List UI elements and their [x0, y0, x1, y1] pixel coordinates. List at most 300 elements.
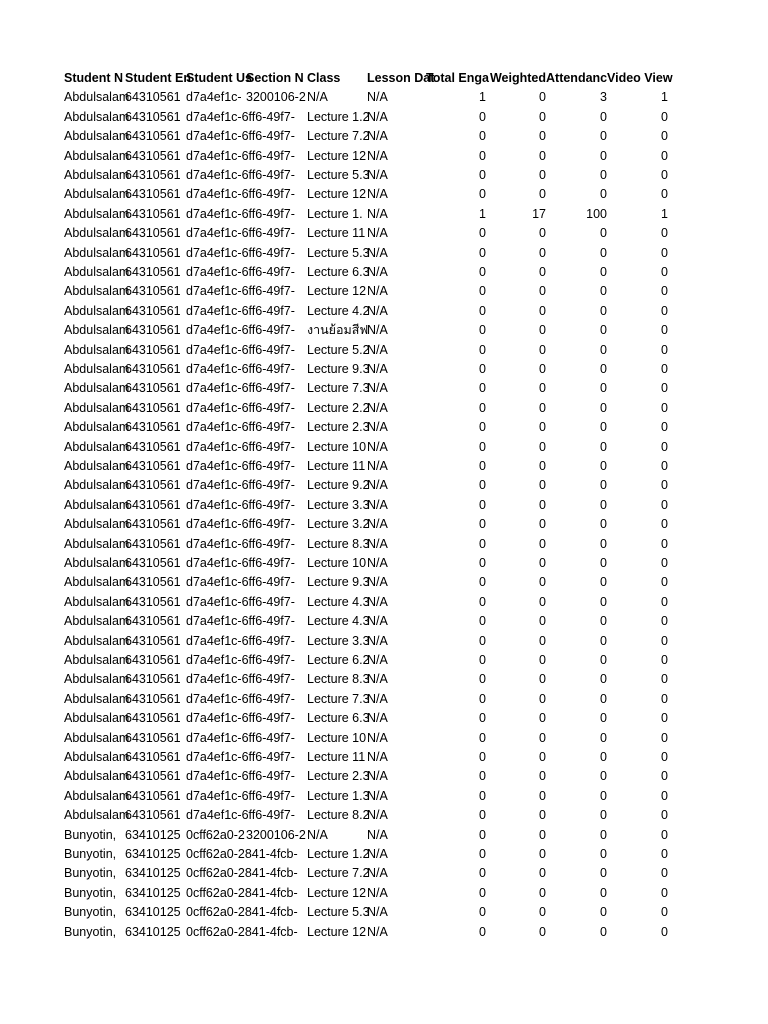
cell-video-views[interactable]: 0 — [661, 827, 668, 842]
cell-student-name[interactable]: Abdulsalam — [64, 556, 130, 570]
cell-student-id[interactable]: 63410125 — [125, 885, 181, 900]
cell-class[interactable]: Lecture 11 — [307, 750, 366, 764]
cell-weighted[interactable]: 0 — [539, 497, 546, 512]
cell-total-engagement[interactable]: 0 — [479, 866, 486, 881]
cell-section-number[interactable] — [246, 845, 306, 864]
cell-lesson-date[interactable]: N/A — [367, 420, 388, 435]
cell-lesson-date[interactable]: N/A — [367, 614, 388, 629]
cell-section-number[interactable] — [246, 108, 306, 127]
cell-student-id[interactable]: 64310561 — [125, 206, 181, 221]
cell-video-views[interactable]: 0 — [661, 323, 668, 338]
cell-student-id[interactable]: 64310561 — [125, 517, 181, 532]
cell-student-user-id[interactable]: d7a4ef1c-6ff6-49f7- — [186, 691, 295, 706]
cell-student-name[interactable]: Abdulsalam — [64, 750, 130, 764]
cell-lesson-date[interactable]: N/A — [367, 808, 388, 823]
cell-lesson-date[interactable]: N/A — [367, 245, 388, 260]
cell-video-views[interactable]: 0 — [661, 885, 668, 900]
cell-class[interactable]: Lecture 9.2 — [307, 478, 370, 493]
cell-weighted[interactable]: 0 — [539, 284, 546, 299]
cell-class[interactable]: N/A — [307, 90, 328, 105]
cell-total-engagement[interactable]: 0 — [479, 381, 486, 396]
cell-attendance[interactable]: 0 — [600, 788, 607, 803]
cell-lesson-date[interactable]: N/A — [367, 885, 388, 900]
cell-class[interactable]: Lecture 12 — [307, 924, 367, 939]
cell-student-user-id[interactable]: 0cff62a0-2841-4fcb- — [186, 866, 298, 881]
cell-video-views[interactable]: 0 — [661, 168, 668, 182]
cell-weighted[interactable]: 0 — [539, 827, 546, 842]
cell-weighted[interactable]: 0 — [539, 769, 546, 784]
cell-attendance[interactable]: 0 — [600, 265, 607, 279]
cell-attendance[interactable]: 0 — [600, 459, 607, 473]
cell-student-id[interactable]: 63410125 — [125, 847, 181, 861]
cell-student-user-id[interactable]: d7a4ef1c-6ff6-49f7- — [186, 362, 295, 376]
cell-student-id[interactable]: 64310561 — [125, 303, 181, 318]
header-weighted[interactable]: Weighted — [489, 71, 546, 85]
cell-weighted[interactable]: 0 — [539, 885, 546, 900]
cell-lesson-date[interactable]: N/A — [367, 129, 388, 144]
cell-student-name[interactable]: Abdulsalam — [64, 439, 130, 454]
cell-student-id[interactable]: 63410125 — [125, 866, 181, 881]
cell-student-user-id[interactable]: d7a4ef1c-6ff6-49f7- — [186, 148, 295, 163]
cell-class[interactable]: Lecture 8.3 — [307, 672, 370, 687]
cell-student-id[interactable]: 64310561 — [125, 575, 181, 590]
cell-total-engagement[interactable]: 0 — [479, 924, 486, 939]
cell-weighted[interactable]: 0 — [539, 168, 546, 182]
cell-lesson-date[interactable]: N/A — [367, 478, 388, 493]
cell-weighted[interactable]: 0 — [539, 439, 546, 454]
cell-student-name[interactable]: Abdulsalam — [64, 323, 130, 338]
cell-section-number[interactable] — [246, 593, 306, 612]
cell-lesson-date[interactable]: N/A — [367, 342, 388, 357]
cell-student-user-id[interactable]: 0cff62a0-2841-4fcb- — [186, 885, 298, 900]
cell-attendance[interactable]: 0 — [600, 303, 607, 318]
cell-student-name[interactable]: Abdulsalam — [64, 284, 130, 299]
cell-student-id[interactable]: 64310561 — [125, 342, 181, 357]
cell-video-views[interactable]: 0 — [661, 633, 668, 648]
cell-class[interactable]: Lecture 3.3 — [307, 633, 370, 648]
cell-class[interactable]: Lecture 1.2 — [307, 109, 370, 124]
cell-attendance[interactable]: 0 — [600, 672, 607, 687]
cell-lesson-date[interactable]: N/A — [367, 594, 388, 609]
cell-total-engagement[interactable]: 0 — [479, 711, 486, 726]
cell-student-id[interactable]: 64310561 — [125, 653, 181, 667]
cell-student-user-id[interactable]: d7a4ef1c-6ff6-49f7- — [186, 303, 295, 318]
cell-total-engagement[interactable]: 0 — [479, 653, 486, 667]
cell-lesson-date[interactable]: N/A — [367, 148, 388, 163]
cell-weighted[interactable]: 0 — [539, 90, 546, 105]
cell-student-name[interactable]: Abdulsalam — [64, 594, 130, 609]
cell-class[interactable]: Lecture 10 — [307, 439, 367, 454]
cell-student-user-id[interactable]: d7a4ef1c-6ff6-49f7- — [186, 420, 295, 435]
header-section-number[interactable]: Section N — [246, 71, 304, 85]
cell-weighted[interactable]: 0 — [539, 381, 546, 396]
cell-lesson-date[interactable]: N/A — [367, 400, 388, 415]
cell-attendance[interactable]: 0 — [600, 847, 607, 861]
cell-student-name[interactable]: Bunyotin, — [64, 827, 117, 842]
cell-attendance[interactable]: 0 — [600, 711, 607, 726]
cell-total-engagement[interactable]: 0 — [479, 517, 486, 532]
cell-student-user-id[interactable]: d7a4ef1c- — [186, 90, 242, 105]
cell-student-id[interactable]: 64310561 — [125, 265, 181, 279]
cell-weighted[interactable]: 0 — [539, 245, 546, 260]
header-attendance[interactable]: Attendanc — [546, 71, 608, 85]
cell-student-name[interactable]: Abdulsalam — [64, 129, 130, 144]
cell-student-user-id[interactable]: d7a4ef1c-6ff6-49f7- — [186, 594, 295, 609]
cell-lesson-date[interactable]: N/A — [367, 575, 388, 590]
cell-class[interactable]: Lecture 5.3 — [307, 245, 370, 260]
cell-total-engagement[interactable]: 0 — [479, 575, 486, 590]
cell-attendance[interactable]: 0 — [600, 284, 607, 299]
cell-attendance[interactable]: 0 — [600, 381, 607, 396]
cell-class[interactable]: Lecture 7.2 — [307, 129, 370, 144]
cell-student-id[interactable]: 64310561 — [125, 691, 181, 706]
cell-section-number[interactable] — [246, 806, 306, 825]
header-student-name[interactable]: Student N — [64, 71, 124, 85]
header-lesson-date[interactable]: Lesson Dat — [367, 71, 435, 85]
header-student-id[interactable]: Student En — [125, 71, 191, 85]
cell-total-engagement[interactable]: 0 — [479, 478, 486, 493]
cell-lesson-date[interactable]: N/A — [367, 556, 388, 570]
cell-student-id[interactable]: 64310561 — [125, 148, 181, 163]
cell-video-views[interactable]: 0 — [661, 187, 668, 202]
cell-class[interactable]: Lecture 4.3 — [307, 614, 370, 629]
header-class[interactable]: Class — [307, 71, 341, 85]
cell-total-engagement[interactable]: 0 — [479, 769, 486, 784]
cell-student-name[interactable]: Abdulsalam — [64, 711, 130, 726]
cell-section-number[interactable] — [246, 476, 306, 495]
cell-video-views[interactable]: 0 — [661, 342, 668, 357]
cell-total-engagement[interactable]: 0 — [479, 847, 486, 861]
cell-student-user-id[interactable]: d7a4ef1c-6ff6-49f7- — [186, 168, 295, 182]
cell-total-engagement[interactable]: 0 — [479, 129, 486, 144]
cell-attendance[interactable]: 0 — [600, 808, 607, 823]
cell-weighted[interactable]: 0 — [539, 633, 546, 648]
cell-student-name[interactable]: Abdulsalam — [64, 614, 130, 629]
cell-student-user-id[interactable]: d7a4ef1c-6ff6-49f7- — [186, 730, 295, 745]
cell-student-id[interactable]: 64310561 — [125, 420, 181, 435]
cell-total-engagement[interactable]: 0 — [479, 808, 486, 823]
cell-weighted[interactable]: 0 — [539, 303, 546, 318]
cell-lesson-date[interactable]: N/A — [367, 90, 388, 105]
cell-student-name[interactable]: Abdulsalam — [64, 459, 130, 473]
cell-student-user-id[interactable]: d7a4ef1c-6ff6-49f7- — [186, 653, 295, 667]
cell-weighted[interactable]: 0 — [539, 265, 546, 279]
cell-weighted[interactable]: 0 — [539, 730, 546, 745]
cell-section-number[interactable] — [246, 147, 306, 166]
cell-weighted[interactable]: 0 — [539, 575, 546, 590]
cell-class[interactable]: Lecture 11 — [307, 226, 366, 241]
cell-class[interactable]: Lecture 12 — [307, 284, 367, 299]
cell-section-number[interactable] — [246, 709, 306, 728]
cell-section-number[interactable] — [246, 864, 306, 883]
cell-video-views[interactable]: 1 — [661, 90, 668, 105]
cell-weighted[interactable]: 0 — [539, 517, 546, 532]
cell-section-number[interactable] — [246, 224, 306, 243]
cell-class[interactable]: Lecture 11 — [307, 459, 366, 473]
cell-class[interactable]: Lecture 4.2 — [307, 303, 370, 318]
cell-video-views[interactable]: 0 — [661, 924, 668, 939]
cell-weighted[interactable]: 0 — [539, 342, 546, 357]
cell-student-user-id[interactable]: d7a4ef1c-6ff6-49f7- — [186, 342, 295, 357]
cell-class[interactable]: N/A — [307, 827, 328, 842]
cell-weighted[interactable]: 0 — [539, 614, 546, 629]
cell-class[interactable]: Lecture 12 — [307, 148, 367, 163]
cell-student-user-id[interactable]: d7a4ef1c-6ff6-49f7- — [186, 206, 295, 221]
cell-video-views[interactable]: 0 — [661, 226, 668, 241]
cell-section-number[interactable] — [246, 670, 306, 689]
cell-student-user-id[interactable]: d7a4ef1c-6ff6-49f7- — [186, 129, 295, 144]
cell-total-engagement[interactable]: 0 — [479, 420, 486, 435]
cell-video-views[interactable]: 0 — [661, 517, 668, 532]
cell-class[interactable]: Lecture 2.3 — [307, 420, 370, 435]
cell-lesson-date[interactable]: N/A — [367, 439, 388, 454]
cell-student-user-id[interactable]: d7a4ef1c-6ff6-49f7- — [186, 769, 295, 784]
cell-weighted[interactable]: 0 — [539, 478, 546, 493]
cell-attendance[interactable]: 0 — [600, 478, 607, 493]
cell-weighted[interactable]: 0 — [539, 711, 546, 726]
cell-class[interactable]: Lecture 9.3 — [307, 362, 370, 376]
cell-student-name[interactable]: Abdulsalam — [64, 187, 130, 202]
cell-video-views[interactable]: 0 — [661, 614, 668, 629]
cell-student-id[interactable]: 63410125 — [125, 905, 181, 920]
cell-class[interactable]: Lecture 4.3 — [307, 594, 370, 609]
cell-total-engagement[interactable]: 0 — [479, 827, 486, 842]
cell-lesson-date[interactable]: N/A — [367, 847, 388, 861]
cell-attendance[interactable]: 0 — [600, 536, 607, 551]
cell-lesson-date[interactable]: N/A — [367, 323, 388, 338]
cell-student-id[interactable]: 64310561 — [125, 730, 181, 745]
cell-video-views[interactable]: 0 — [661, 905, 668, 920]
cell-video-views[interactable]: 0 — [661, 866, 668, 881]
cell-section-number[interactable] — [246, 321, 306, 340]
cell-video-views[interactable]: 0 — [661, 381, 668, 396]
cell-student-user-id[interactable]: d7a4ef1c-6ff6-49f7- — [186, 323, 295, 338]
cell-total-engagement[interactable]: 0 — [479, 187, 486, 202]
cell-attendance[interactable]: 0 — [600, 400, 607, 415]
cell-video-views[interactable]: 0 — [661, 847, 668, 861]
cell-section-number[interactable] — [246, 244, 306, 263]
cell-attendance[interactable]: 0 — [600, 245, 607, 260]
cell-video-views[interactable]: 0 — [661, 459, 668, 473]
cell-student-name[interactable]: Abdulsalam — [64, 575, 130, 590]
cell-lesson-date[interactable]: N/A — [367, 381, 388, 396]
cell-attendance[interactable]: 0 — [600, 614, 607, 629]
cell-student-user-id[interactable]: d7a4ef1c-6ff6-49f7- — [186, 633, 295, 648]
cell-student-id[interactable]: 64310561 — [125, 381, 181, 396]
cell-lesson-date[interactable]: N/A — [367, 536, 388, 551]
cell-class[interactable]: Lecture 7.3 — [307, 381, 370, 396]
cell-weighted[interactable]: 0 — [539, 226, 546, 241]
cell-weighted[interactable]: 0 — [539, 866, 546, 881]
cell-section-number[interactable] — [246, 787, 306, 806]
cell-attendance[interactable]: 0 — [600, 420, 607, 435]
cell-class[interactable]: Lecture 6.3 — [307, 711, 370, 726]
cell-student-id[interactable]: 64310561 — [125, 614, 181, 629]
cell-class[interactable]: Lecture 2.3 — [307, 769, 370, 784]
cell-student-name[interactable]: Bunyotin, — [64, 924, 117, 939]
cell-weighted[interactable]: 0 — [539, 129, 546, 144]
cell-attendance[interactable]: 0 — [600, 866, 607, 881]
cell-student-user-id[interactable]: 0cff62a0-2841-4fcb- — [186, 905, 298, 920]
cell-video-views[interactable]: 0 — [661, 245, 668, 260]
cell-student-id[interactable]: 64310561 — [125, 187, 181, 202]
cell-total-engagement[interactable]: 0 — [479, 633, 486, 648]
cell-class[interactable]: Lecture 1. — [307, 206, 363, 221]
cell-student-user-id[interactable]: d7a4ef1c-6ff6-49f7- — [186, 536, 295, 551]
cell-total-engagement[interactable]: 0 — [479, 885, 486, 900]
cell-section-number[interactable] — [246, 690, 306, 709]
cell-video-views[interactable]: 0 — [661, 653, 668, 667]
cell-video-views[interactable]: 0 — [661, 478, 668, 493]
cell-attendance[interactable]: 0 — [600, 109, 607, 124]
cell-student-name[interactable]: Abdulsalam — [64, 265, 130, 279]
cell-attendance[interactable]: 0 — [600, 439, 607, 454]
cell-lesson-date[interactable]: N/A — [367, 284, 388, 299]
cell-student-user-id[interactable]: d7a4ef1c-6ff6-49f7- — [186, 556, 295, 570]
cell-section-number[interactable] — [246, 282, 306, 301]
cell-section-number[interactable] — [246, 651, 306, 670]
cell-student-id[interactable]: 64310561 — [125, 439, 181, 454]
cell-total-engagement[interactable]: 0 — [479, 750, 486, 764]
cell-student-user-id[interactable]: d7a4ef1c-6ff6-49f7- — [186, 381, 295, 396]
cell-video-views[interactable]: 0 — [661, 788, 668, 803]
cell-student-id[interactable]: 64310561 — [125, 284, 181, 299]
cell-attendance[interactable]: 0 — [600, 653, 607, 667]
cell-attendance[interactable]: 0 — [600, 148, 607, 163]
cell-student-id[interactable]: 64310561 — [125, 497, 181, 512]
cell-attendance[interactable]: 0 — [600, 924, 607, 939]
cell-class[interactable]: Lecture 10 — [307, 730, 367, 745]
cell-student-id[interactable]: 64310561 — [125, 400, 181, 415]
cell-student-user-id[interactable]: d7a4ef1c-6ff6-49f7- — [186, 284, 295, 299]
cell-student-id[interactable]: 64310561 — [125, 750, 181, 764]
cell-weighted[interactable]: 17 — [532, 206, 546, 221]
cell-student-id[interactable]: 64310561 — [125, 168, 181, 182]
cell-student-name[interactable]: Bunyotin, — [64, 866, 117, 881]
cell-weighted[interactable]: 0 — [539, 808, 546, 823]
cell-video-views[interactable]: 0 — [661, 109, 668, 124]
cell-total-engagement[interactable]: 0 — [479, 614, 486, 629]
cell-student-user-id[interactable]: d7a4ef1c-6ff6-49f7- — [186, 808, 295, 823]
cell-total-engagement[interactable]: 0 — [479, 303, 486, 318]
cell-student-name[interactable]: Abdulsalam — [64, 400, 130, 415]
cell-student-name[interactable]: Abdulsalam — [64, 226, 130, 241]
cell-class[interactable]: Lecture 7.2 — [307, 866, 370, 881]
cell-student-name[interactable]: Abdulsalam — [64, 168, 130, 182]
cell-total-engagement[interactable]: 0 — [479, 556, 486, 570]
cell-class[interactable]: Lecture 3.3 — [307, 497, 370, 512]
cell-video-views[interactable]: 0 — [661, 400, 668, 415]
cell-video-views[interactable]: 0 — [661, 691, 668, 706]
cell-student-name[interactable]: Abdulsalam — [64, 381, 130, 396]
cell-video-views[interactable]: 0 — [661, 556, 668, 570]
cell-student-user-id[interactable]: d7a4ef1c-6ff6-49f7- — [186, 245, 295, 260]
cell-weighted[interactable]: 0 — [539, 672, 546, 687]
cell-lesson-date[interactable]: N/A — [367, 730, 388, 745]
cell-lesson-date[interactable]: N/A — [367, 788, 388, 803]
cell-student-user-id[interactable]: d7a4ef1c-6ff6-49f7- — [186, 187, 295, 202]
cell-lesson-date[interactable]: N/A — [367, 109, 388, 124]
cell-student-id[interactable]: 64310561 — [125, 594, 181, 609]
cell-attendance[interactable]: 0 — [600, 226, 607, 241]
cell-total-engagement[interactable]: 0 — [479, 148, 486, 163]
cell-student-name[interactable]: Abdulsalam — [64, 808, 130, 823]
cell-class[interactable]: Lecture 10 — [307, 556, 367, 570]
header-video-views[interactable]: Video View — [607, 71, 673, 85]
cell-total-engagement[interactable]: 0 — [479, 265, 486, 279]
cell-student-user-id[interactable]: d7a4ef1c-6ff6-49f7- — [186, 672, 295, 687]
cell-total-engagement[interactable]: 0 — [479, 439, 486, 454]
cell-attendance[interactable]: 0 — [600, 168, 607, 182]
cell-class[interactable]: Lecture 6.2 — [307, 653, 370, 667]
cell-student-name[interactable]: Abdulsalam — [64, 497, 130, 512]
cell-video-views[interactable]: 0 — [661, 497, 668, 512]
cell-lesson-date[interactable]: N/A — [367, 653, 388, 667]
cell-attendance[interactable]: 0 — [600, 556, 607, 570]
cell-section-number[interactable] — [246, 127, 306, 146]
cell-attendance[interactable]: 0 — [600, 730, 607, 745]
cell-total-engagement[interactable]: 0 — [479, 400, 486, 415]
cell-total-engagement[interactable]: 0 — [479, 245, 486, 260]
cell-student-user-id[interactable]: d7a4ef1c-6ff6-49f7- — [186, 109, 295, 124]
cell-student-id[interactable]: 64310561 — [125, 226, 181, 241]
cell-video-views[interactable]: 0 — [661, 284, 668, 299]
cell-total-engagement[interactable]: 0 — [479, 362, 486, 376]
cell-student-user-id[interactable]: d7a4ef1c-6ff6-49f7- — [186, 750, 295, 764]
cell-total-engagement[interactable]: 0 — [479, 730, 486, 745]
cell-video-views[interactable]: 0 — [661, 148, 668, 163]
header-student-user-id[interactable]: Student Us — [186, 71, 252, 85]
cell-section-number[interactable] — [246, 399, 306, 418]
cell-class[interactable]: Lecture 5.3 — [307, 168, 370, 182]
cell-total-engagement[interactable]: 0 — [479, 536, 486, 551]
cell-class[interactable]: Lecture 7.3 — [307, 691, 370, 706]
cell-class[interactable]: Lecture 5.3 — [307, 905, 370, 920]
cell-student-user-id[interactable]: 0cff62a0-2841-4fcb- — [186, 924, 298, 939]
cell-total-engagement[interactable]: 0 — [479, 284, 486, 299]
cell-class[interactable]: Lecture 9.3 — [307, 575, 370, 590]
cell-section-number[interactable] — [246, 185, 306, 204]
cell-section-number[interactable] — [246, 302, 306, 321]
cell-lesson-date[interactable]: N/A — [367, 187, 388, 202]
cell-student-id[interactable]: 64310561 — [125, 90, 181, 105]
cell-section-number[interactable] — [246, 748, 306, 767]
cell-weighted[interactable]: 0 — [539, 109, 546, 124]
cell-total-engagement[interactable]: 0 — [479, 109, 486, 124]
cell-weighted[interactable]: 0 — [539, 400, 546, 415]
cell-attendance[interactable]: 0 — [600, 691, 607, 706]
cell-section-number[interactable] — [246, 515, 306, 534]
cell-student-user-id[interactable]: d7a4ef1c-6ff6-49f7- — [186, 265, 295, 279]
cell-total-engagement[interactable]: 1 — [479, 90, 486, 105]
cell-weighted[interactable]: 0 — [539, 905, 546, 920]
cell-class[interactable]: Lecture 1.3 — [307, 788, 370, 803]
cell-section-number[interactable] — [246, 554, 306, 573]
cell-section-number[interactable] — [246, 341, 306, 360]
cell-lesson-date[interactable]: N/A — [367, 866, 388, 881]
cell-section-number[interactable] — [246, 535, 306, 554]
cell-class[interactable]: Lecture 12 — [307, 885, 367, 900]
cell-student-name[interactable]: Abdulsalam — [64, 245, 130, 260]
header-total-engagement[interactable]: Total Enga — [426, 71, 489, 85]
cell-student-user-id[interactable]: d7a4ef1c-6ff6-49f7- — [186, 226, 295, 241]
cell-video-views[interactable]: 0 — [661, 420, 668, 435]
cell-student-user-id[interactable]: 0cff62a0-2 — [186, 827, 245, 842]
cell-student-name[interactable]: Abdulsalam — [64, 536, 130, 551]
cell-section-number[interactable] — [246, 903, 306, 922]
cell-student-user-id[interactable]: d7a4ef1c-6ff6-49f7- — [186, 439, 295, 454]
cell-lesson-date[interactable]: N/A — [367, 265, 388, 279]
